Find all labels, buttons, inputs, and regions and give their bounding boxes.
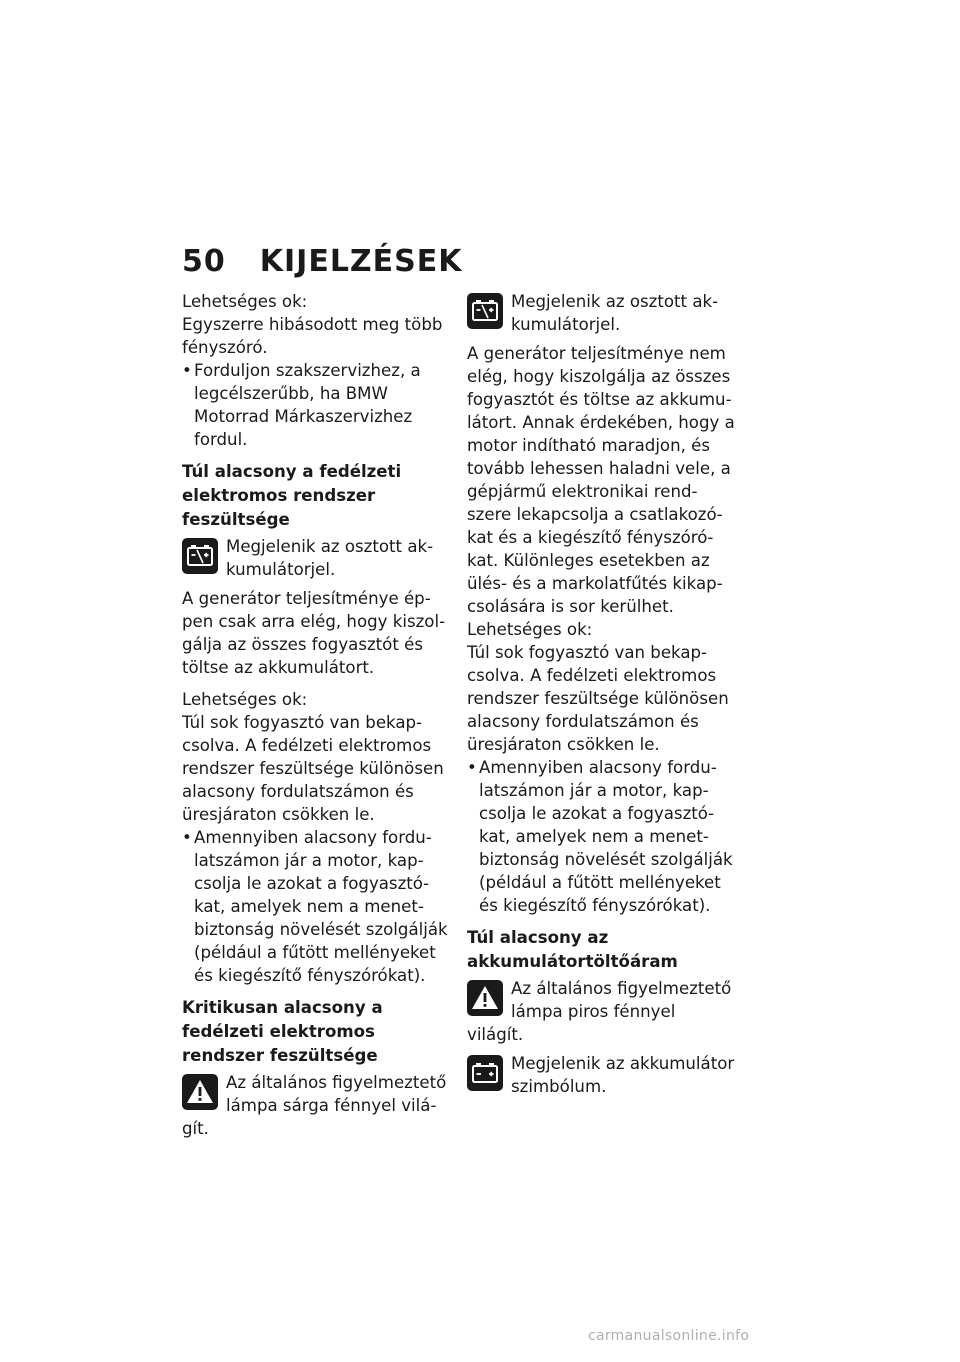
warning-triangle-icon	[182, 1074, 218, 1110]
paragraph: A generátor teljesítménye éppen csak arra elég, hogy kiszolgálja az összes fogyasztót és töltse az akkumulátort.	[182, 589, 446, 677]
page-title: KIJELZÉSEK	[259, 244, 463, 279]
bullet-text: Amennyiben alacsony fordulatszámon jár a motor, kapcsolja le azokat a fogyasztókat, amelyek nem a menetbiztonság növelését szolgálják (például a fűtött mellényeket és kiegészítő fényszórókat).	[194, 828, 448, 985]
bullet-item: • Forduljon szakszervizhez, a legcélszerűbb, ha BMW Motorrad Márkaszervizhez fordul.	[182, 361, 421, 449]
battery-icon	[467, 1055, 503, 1091]
paragraph: Lehetséges ok:	[467, 620, 593, 639]
indicator-text: Megjelenik az osztott akkumulátorjel.	[511, 292, 719, 334]
section-heading: Túl alacsony az akkumulátortöltőáram	[467, 928, 678, 971]
battery-split-icon	[182, 538, 218, 574]
indicator-text: Az általános figyelmeztető lámpa piros fénnyel világít.	[467, 979, 732, 1044]
bullet-item: • Amennyiben alacsony fordulatszámon jár a motor, kapcsolja le azokat a fogyasztókat, amelyek nem a menetbiztonság növelését szolgálják (például a fűtött mellényeket és kiegészítő fényszórókat).	[182, 828, 448, 985]
bullet-text: Amennyiben alacsony fordulatszámon jár a motor, kapcsolja le azokat a fogyasztókat, amelyek nem a menetbiztonság növelését szolgálják (például a fűtött mellényeket és kiegészítő fényszórókat).	[479, 758, 733, 915]
section-heading: Kritikusan alacsony a fedélzeti elektromos rendszer feszültsége	[182, 998, 383, 1065]
left-column	[182, 290, 450, 1146]
paragraph: Lehetséges ok:	[182, 292, 308, 311]
right-column	[467, 290, 735, 1104]
warning-triangle-icon	[467, 980, 503, 1016]
page-number: 50	[182, 244, 226, 279]
paragraph: Túl sok fogyasztó van bekapcsolva. A fedélzeti elektromos rendszer feszültsége különösen alacsony fordulatszámon és üresjáraton csökken le.	[467, 643, 729, 754]
indicator-row	[182, 535, 450, 581]
indicator-row	[467, 290, 735, 336]
paragraph: Túl sok fogyasztó van bekapcsolva. A fedélzeti elektromos rendszer feszültsége különösen alacsony fordulatszámon és üresjáraton csökken le.	[182, 713, 444, 824]
bullet-text: Forduljon szakszervizhez, a legcélszerűbb, ha BMW Motorrad Márkaszervizhez fordul.	[194, 361, 421, 449]
indicator-row	[467, 977, 735, 1046]
bullet-item: • Amennyiben alacsony fordulatszámon jár a motor, kapcsolja le azokat a fogyasztókat, amelyek nem a menetbiztonság növelését szolgálják (például a fűtött mellényeket és kiegészítő fényszórókat).	[467, 758, 733, 915]
page-header	[182, 244, 463, 279]
indicator-text: Megjelenik az osztott akkumulátorjel.	[226, 537, 434, 579]
indicator-row	[467, 1052, 735, 1098]
indicator-text: Megjelenik az akkumulátor szimbólum.	[511, 1054, 735, 1096]
indicator-row	[182, 1071, 450, 1140]
indicator-text: Az általános figyelmeztető lámpa sárga fénnyel világít.	[182, 1073, 447, 1138]
paragraph: Egyszerre hibásodott meg több fényszóró.	[182, 315, 443, 357]
battery-split-icon	[467, 293, 503, 329]
paragraph: Lehetséges ok:	[182, 690, 308, 709]
section-heading: Túl alacsony a fedélzeti elektromos rendszer feszültsége	[182, 462, 402, 529]
paragraph: A generátor teljesítménye nem elég, hogy kiszolgálja az összes fogyasztót és töltse az akkumulátort. Annak érdekében, hogy a motor indítható maradjon, és tovább lehessen haladni vele, a gépjármű elektronikai rendszere lekapcsolja a csatlakozókat és a kiegészítő fényszórókat. Különleges esetekben az ülés- és a markolatfűtés kikapcsolására is sor kerülhet.	[467, 344, 735, 616]
watermark-text: carmanualsonline.info	[588, 1328, 750, 1344]
